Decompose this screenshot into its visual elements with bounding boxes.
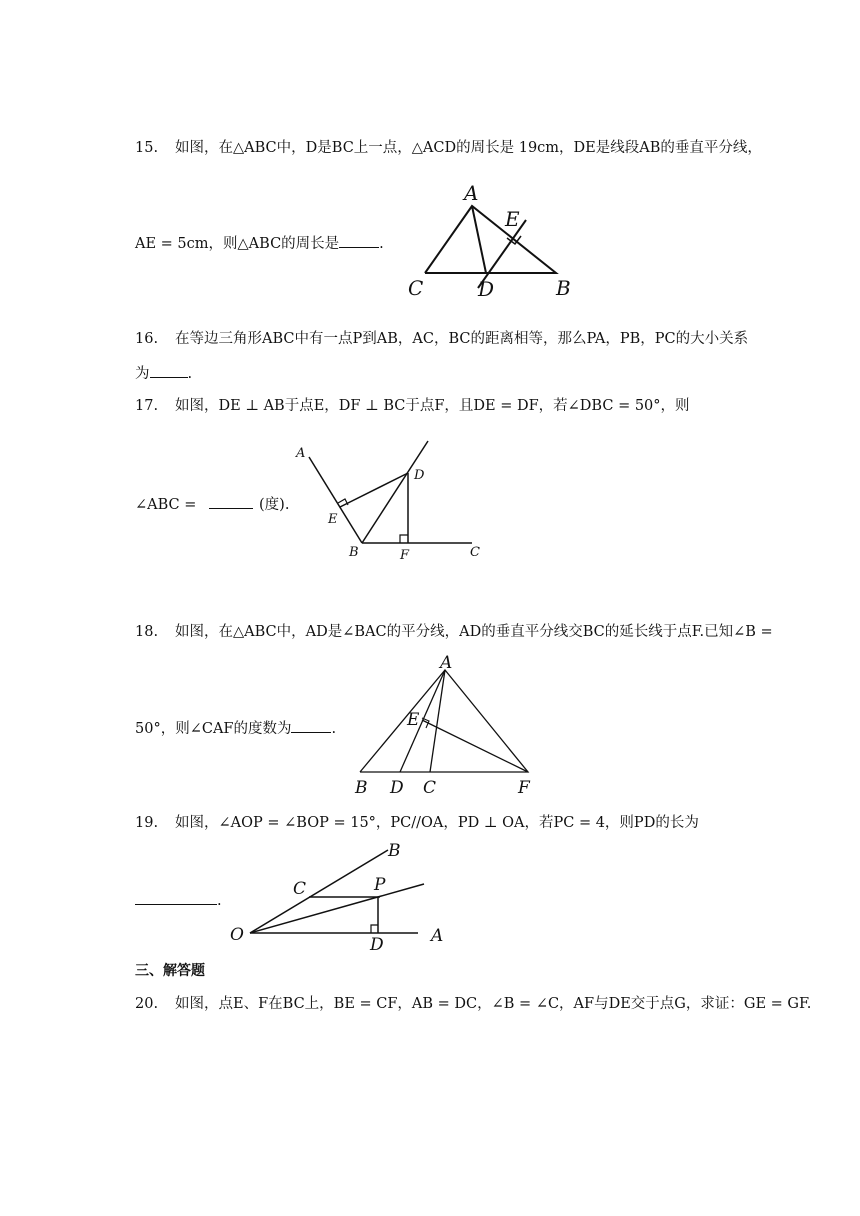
q17-label-e: E — [328, 512, 338, 527]
q19-number: 19. — [135, 815, 159, 831]
q15-line2: AE = 5cm，则△ABC的周长是 . — [135, 233, 384, 254]
q17-label-f: F — [400, 548, 410, 563]
q18-label-d: D — [390, 778, 404, 798]
q19-label-d: D — [370, 935, 384, 955]
q17-figure — [292, 435, 492, 565]
q20-number: 20. — [135, 996, 159, 1012]
q15-label-c: C — [408, 276, 424, 300]
q19-label-o: O — [230, 925, 244, 945]
q20-text: 如图，点E、F在BC上，BE = CF，AB = DC，∠B = ∠C，AF与DE交于点G，求证：GE = GF. — [175, 996, 812, 1012]
section-heading: 三、解答题 — [135, 963, 205, 979]
q17-line2: ∠ABC = (度). — [135, 494, 289, 515]
q19-label-p: P — [374, 875, 386, 895]
q17-answer-blank — [209, 494, 253, 509]
q18-label-f: F — [518, 778, 530, 798]
q18-number: 18. — [135, 624, 159, 640]
q17-label-d: D — [414, 468, 425, 483]
q18-label-b: B — [355, 778, 368, 798]
q15-number: 15. — [135, 140, 159, 156]
q19-label-a: A — [431, 926, 444, 946]
q17-text: 如图，DE ⊥ AB于点E，DF ⊥ BC于点F，且DE = DF，若∠DBC = 50°，则 — [175, 398, 690, 414]
q18-label-a: A — [440, 653, 453, 673]
q17-label-b: B — [349, 545, 359, 560]
q17-label-c: C — [470, 545, 480, 560]
q16-line1 — [135, 329, 748, 349]
q18-line2: 50°，则∠CAF的度数为 . — [135, 718, 336, 739]
q19-line1 — [135, 813, 699, 833]
q17-label-a: A — [296, 446, 306, 461]
q19-line2: . — [135, 890, 222, 911]
q20-line1 — [135, 994, 811, 1014]
q18-text: 如图，在△ABC中，AD是∠BAC的平分线，AD的垂直平分线交BC的延长线于点F.已知∠B = — [175, 624, 773, 640]
q19-text: 如图，∠AOP = ∠BOP = 15°，PC//OA，PD ⊥ OA，若PC = 4，则PD的长为 — [175, 815, 699, 831]
q16-line2: 为 . — [135, 363, 192, 384]
q19-figure — [228, 838, 458, 953]
q15-text-2: AE = 5cm，则△ABC的周长是 — [135, 236, 340, 252]
q15-label-a: A — [464, 181, 479, 205]
q15-answer-blank — [339, 233, 379, 248]
q16-text: 在等边三角形ABC中有一点P到AB，AC，BC的距离相等，那么PA，PB，PC的大小关系 — [175, 331, 749, 347]
q18-answer-blank — [291, 718, 331, 733]
q15-label-e: E — [505, 207, 520, 231]
q15-text: 如图，在△ABC中，D是BC上一点，△ACD的周长是 19cm，DE是线段AB的垂直平分线， — [175, 140, 762, 156]
q18-line1 — [135, 622, 773, 642]
q18-label-e: E — [407, 710, 420, 730]
q15-label-d: D — [478, 277, 495, 301]
q16-number: 16. — [135, 331, 159, 347]
q16-answer-blank — [150, 363, 188, 378]
q18-label-c: C — [423, 778, 437, 798]
q15-figure — [400, 178, 600, 303]
q17-number: 17. — [135, 398, 159, 414]
q15-line1 — [135, 138, 762, 158]
q19-label-b: B — [388, 841, 401, 861]
q19-label-c: C — [293, 879, 307, 899]
q15-label-b: B — [556, 276, 571, 300]
q18-figure — [350, 652, 550, 797]
q19-answer-blank — [135, 890, 217, 905]
q17-line1 — [135, 396, 690, 416]
